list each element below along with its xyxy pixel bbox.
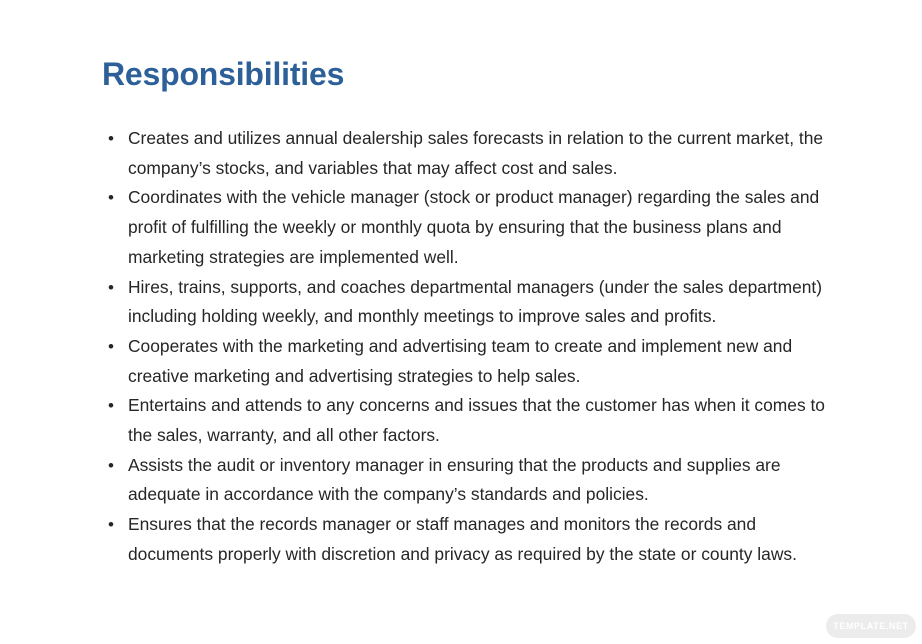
list-item-text: Assists the audit or inventory manager in ensuring that the products and supplies are adequate in accordance with the company’s standards and policies. — [128, 454, 781, 505]
bullet-icon: • — [108, 515, 114, 535]
page-heading: Responsibilities — [102, 56, 345, 92]
bullet-icon: • — [108, 129, 114, 148]
list-item — [108, 451, 828, 510]
list-item-text: Hires, trains, supports, and coaches departmental managers (under the sales department) including holding weekly, and monthly meetings to improve sales and profits. — [128, 276, 823, 327]
list-item-text: Creates and utilizes annual dealership sales forecasts in relation to the current market, the company’s stocks, and variables that may affect cost and sales. — [128, 128, 824, 178]
list-item — [108, 183, 828, 272]
bullet-icon: • — [108, 336, 114, 356]
list-item — [108, 273, 828, 332]
list-item — [108, 510, 828, 569]
bullet-icon: • — [108, 188, 114, 208]
list-item — [108, 124, 828, 183]
template-watermark: TEMPLATE.NET — [826, 614, 916, 638]
list-item — [108, 332, 828, 391]
list-item-text: Coordinates with the vehicle manager (stock or product manager) regarding the sales and profit of fulfilling the weekly or monthly quota by ensuring that the business plans and marketing strategies are implemented well. — [128, 187, 820, 267]
bullet-icon: • — [108, 455, 114, 475]
list-item-text: Entertains and attends to any concerns and issues that the customer has when it comes to the sales, warranty, and all other factors. — [128, 395, 825, 446]
list-item-text: Cooperates with the marketing and advertising team to create and implement new and creative marketing and advertising strategies to help sales. — [128, 335, 793, 386]
responsibilities-list — [108, 124, 828, 570]
list-item-text: Ensures that the records manager or staff manages and monitors the records and documents properly with discretion and privacy as required by the state or county laws. — [128, 514, 797, 564]
list-item — [108, 391, 828, 450]
bullet-icon: • — [108, 277, 114, 297]
bullet-icon: • — [108, 396, 114, 416]
